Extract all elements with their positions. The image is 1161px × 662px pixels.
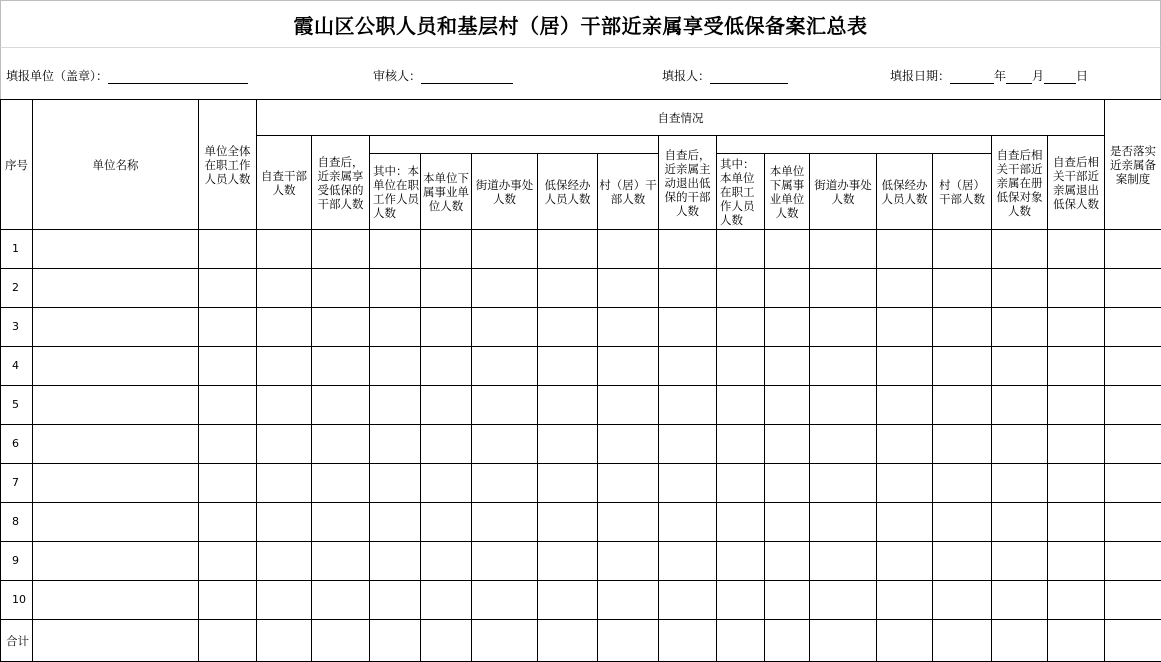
header-unit-name: 单位名称 — [33, 100, 199, 230]
table-cell[interactable] — [1048, 269, 1105, 308]
table-cell[interactable] — [421, 347, 472, 386]
row-number: 3 — [1, 308, 33, 347]
table-cell[interactable] — [933, 308, 992, 347]
table-cell[interactable] — [538, 425, 598, 464]
unit-field[interactable] — [6, 67, 248, 84]
table-cell[interactable] — [992, 503, 1048, 542]
row-number: 9 — [1, 542, 33, 581]
reviewer-label: 审核人： — [373, 69, 422, 83]
table-cell[interactable] — [472, 542, 538, 581]
table-cell[interactable] — [312, 503, 370, 542]
table-cell[interactable] — [199, 464, 257, 503]
table-cell[interactable] — [717, 464, 765, 503]
table-cell[interactable] — [765, 425, 810, 464]
table-cell[interactable] — [421, 503, 472, 542]
day-blank[interactable] — [1044, 71, 1076, 84]
table-cell[interactable] — [810, 269, 877, 308]
table-cell[interactable] — [33, 347, 199, 386]
table-cell[interactable] — [659, 503, 717, 542]
table-cell[interactable] — [765, 347, 810, 386]
table-cell[interactable] — [370, 308, 421, 347]
table-cell[interactable] — [765, 581, 810, 620]
table-cell[interactable] — [257, 347, 312, 386]
table-cell[interactable] — [810, 386, 877, 425]
table-cell[interactable] — [598, 386, 659, 425]
table-cell[interactable] — [877, 581, 933, 620]
table-cell[interactable] — [421, 386, 472, 425]
date-field[interactable] — [890, 67, 1088, 84]
table-cell[interactable] — [33, 230, 199, 269]
table-cell[interactable] — [312, 269, 370, 308]
table-cell[interactable] — [810, 503, 877, 542]
table-cell[interactable] — [992, 425, 1048, 464]
table-cell[interactable] — [810, 425, 877, 464]
reviewer-field[interactable] — [373, 67, 513, 84]
table-cell[interactable] — [257, 230, 312, 269]
table-cell[interactable] — [598, 308, 659, 347]
table-cell[interactable] — [598, 347, 659, 386]
table-cell[interactable] — [877, 464, 933, 503]
total-cell[interactable] — [33, 620, 199, 662]
table-cell[interactable] — [257, 503, 312, 542]
total-cell[interactable] — [199, 620, 257, 662]
table-cell[interactable] — [199, 347, 257, 386]
table-cell[interactable] — [1105, 230, 1161, 269]
table-cell[interactable] — [598, 230, 659, 269]
table-cell[interactable] — [810, 308, 877, 347]
header-filing-system: 是否落实近亲属备案制度 — [1105, 100, 1161, 230]
row-number: 7 — [1, 464, 33, 503]
table-cell[interactable] — [717, 269, 765, 308]
total-cell[interactable] — [765, 620, 810, 662]
table-cell[interactable] — [1048, 308, 1105, 347]
row-number: 4 — [1, 347, 33, 386]
month-blank[interactable] — [1006, 71, 1032, 84]
table-cell[interactable] — [877, 308, 933, 347]
table-row — [1, 230, 1161, 269]
filler-blank[interactable] — [710, 71, 788, 84]
table-cell[interactable] — [1048, 347, 1105, 386]
table-cell[interactable] — [257, 542, 312, 581]
table-cell[interactable] — [598, 269, 659, 308]
table-cell[interactable] — [538, 269, 598, 308]
month-label: 月 — [1032, 69, 1045, 83]
table-cell[interactable] — [765, 230, 810, 269]
table-cell[interactable] — [33, 464, 199, 503]
table-cell[interactable] — [257, 425, 312, 464]
table-cell[interactable] — [472, 464, 538, 503]
table-cell[interactable] — [1105, 464, 1161, 503]
total-cell[interactable] — [992, 620, 1048, 662]
table-cell[interactable] — [33, 386, 199, 425]
total-cell[interactable] — [370, 620, 421, 662]
table-cell[interactable] — [370, 386, 421, 425]
table-cell[interactable] — [421, 269, 472, 308]
info-row — [0, 48, 1161, 100]
table-cell[interactable] — [312, 581, 370, 620]
header-seq: 序号 — [1, 100, 33, 230]
table-cell[interactable] — [992, 269, 1048, 308]
filler-label: 填报人： — [662, 69, 711, 83]
header-subordinate-unit-1: 本单位下属事业单位人数 — [421, 154, 472, 230]
table-cell[interactable] — [370, 347, 421, 386]
total-cell[interactable] — [717, 620, 765, 662]
table-cell[interactable] — [370, 503, 421, 542]
row-number: 1 — [1, 230, 33, 269]
table-cell[interactable] — [933, 386, 992, 425]
table-cell[interactable] — [1105, 425, 1161, 464]
table-cell[interactable] — [421, 308, 472, 347]
header-registered-dibao: 自查后相关干部近亲属在册低保对象人数 — [992, 136, 1048, 230]
table-cell[interactable] — [877, 230, 933, 269]
table-cell[interactable] — [312, 542, 370, 581]
table-body — [1, 230, 1161, 620]
table-cell[interactable] — [1048, 581, 1105, 620]
table-cell[interactable] — [765, 503, 810, 542]
table-cell[interactable] — [765, 386, 810, 425]
table-cell[interactable] — [933, 464, 992, 503]
table-cell[interactable] — [659, 542, 717, 581]
table-cell[interactable] — [717, 230, 765, 269]
table-cell[interactable] — [421, 464, 472, 503]
header-self-check-cadres: 自查干部人数 — [257, 136, 312, 230]
header-after-check-enjoy: 自查后，近亲属享受低保的干部人数 — [312, 136, 370, 230]
header-among-unit-staff-2: 其中：本单位在职工作人员人数 — [717, 154, 765, 230]
table-cell[interactable] — [810, 464, 877, 503]
total-label: 合计 — [1, 620, 33, 662]
table-cell[interactable] — [472, 425, 538, 464]
table-cell[interactable] — [199, 581, 257, 620]
table-cell[interactable] — [1048, 542, 1105, 581]
table-cell[interactable] — [312, 347, 370, 386]
table-cell[interactable] — [538, 230, 598, 269]
table-cell[interactable] — [598, 464, 659, 503]
table-cell[interactable] — [992, 308, 1048, 347]
table-cell[interactable] — [659, 347, 717, 386]
date-label: 填报日期： — [890, 69, 951, 83]
total-cell[interactable] — [877, 620, 933, 662]
table-cell[interactable] — [472, 230, 538, 269]
table-cell[interactable] — [33, 425, 199, 464]
header-row-1 — [1, 100, 1161, 136]
table-cell[interactable] — [933, 581, 992, 620]
header-dibao-staff-2: 低保经办人员人数 — [877, 154, 933, 230]
table-cell[interactable] — [421, 230, 472, 269]
header-street-office-2: 街道办事处人数 — [810, 154, 877, 230]
table-cell[interactable] — [598, 425, 659, 464]
table-cell[interactable] — [370, 581, 421, 620]
table-cell[interactable] — [717, 503, 765, 542]
table-cell[interactable] — [33, 269, 199, 308]
header-village-cadres-2: 村（居）干部人数 — [933, 154, 992, 230]
table-cell[interactable] — [33, 308, 199, 347]
row-number: 6 — [1, 425, 33, 464]
table-cell[interactable] — [717, 347, 765, 386]
table-cell[interactable] — [659, 230, 717, 269]
table-cell[interactable] — [992, 464, 1048, 503]
table-cell[interactable] — [1105, 542, 1161, 581]
table-cell[interactable] — [659, 425, 717, 464]
table-cell[interactable] — [33, 503, 199, 542]
table-cell[interactable] — [472, 347, 538, 386]
table-cell[interactable] — [370, 269, 421, 308]
table-cell[interactable] — [257, 581, 312, 620]
table-cell[interactable] — [717, 386, 765, 425]
unit-label: 填报单位（盖章）： — [6, 69, 109, 83]
header-withdrawn-dibao: 自查后相关干部近亲属退出低保人数 — [1048, 136, 1105, 230]
table-cell[interactable] — [538, 464, 598, 503]
year-label: 年 — [994, 69, 1007, 83]
table-cell[interactable] — [199, 386, 257, 425]
table-cell[interactable] — [877, 503, 933, 542]
total-cell[interactable] — [472, 620, 538, 662]
header-self-check: 自查情况 — [257, 100, 1105, 136]
header-dibao-staff-1: 低保经办人员人数 — [538, 154, 598, 230]
table-cell[interactable] — [421, 425, 472, 464]
table-cell[interactable] — [33, 581, 199, 620]
table-row — [1, 425, 1161, 464]
title-row — [0, 0, 1161, 48]
table-cell[interactable] — [1105, 503, 1161, 542]
table-cell[interactable] — [933, 347, 992, 386]
table-cell[interactable] — [538, 386, 598, 425]
table-cell[interactable] — [538, 581, 598, 620]
table-cell[interactable] — [312, 230, 370, 269]
table-cell[interactable] — [199, 503, 257, 542]
row-number: 2 — [1, 269, 33, 308]
page-title: 霞山区公职人员和基层村（居）干部近亲属享受低保备案汇总表 — [293, 13, 868, 38]
table-cell[interactable] — [717, 542, 765, 581]
total-cell[interactable] — [933, 620, 992, 662]
table-cell[interactable] — [257, 464, 312, 503]
total-cell[interactable] — [421, 620, 472, 662]
table-cell[interactable] — [312, 464, 370, 503]
header-village-cadres-1: 村（居）干部人数 — [598, 154, 659, 230]
header-subordinate-unit-2: 本单位下属事业单位人数 — [765, 154, 810, 230]
table-cell[interactable] — [421, 542, 472, 581]
day-label: 日 — [1076, 69, 1089, 83]
total-cell[interactable] — [810, 620, 877, 662]
table-cell[interactable] — [717, 425, 765, 464]
unit-blank[interactable] — [108, 71, 248, 84]
table-cell[interactable] — [1048, 386, 1105, 425]
table-cell[interactable] — [1105, 308, 1161, 347]
table-cell[interactable] — [933, 542, 992, 581]
year-blank[interactable] — [950, 71, 994, 84]
table-cell[interactable] — [199, 230, 257, 269]
total-cell[interactable] — [538, 620, 598, 662]
table-cell[interactable] — [199, 269, 257, 308]
table-cell[interactable] — [1048, 503, 1105, 542]
table-cell[interactable] — [1048, 464, 1105, 503]
table-cell[interactable] — [370, 230, 421, 269]
table-cell[interactable] — [992, 347, 1048, 386]
table-cell[interactable] — [765, 542, 810, 581]
table-cell[interactable] — [717, 581, 765, 620]
table-row — [1, 503, 1161, 542]
table-cell[interactable] — [659, 464, 717, 503]
total-cell[interactable] — [312, 620, 370, 662]
table-row — [1, 386, 1161, 425]
table-cell[interactable] — [199, 542, 257, 581]
table-cell[interactable] — [538, 503, 598, 542]
table-cell[interactable] — [472, 308, 538, 347]
total-cell[interactable] — [1105, 620, 1161, 662]
total-row — [1, 620, 1161, 662]
table-cell[interactable] — [810, 581, 877, 620]
total-cell[interactable] — [598, 620, 659, 662]
table-row — [1, 347, 1161, 386]
table-cell[interactable] — [1105, 581, 1161, 620]
table-cell[interactable] — [257, 308, 312, 347]
table-cell[interactable] — [598, 503, 659, 542]
table-cell[interactable] — [472, 386, 538, 425]
table-cell[interactable] — [659, 386, 717, 425]
table-cell[interactable] — [421, 581, 472, 620]
table-cell[interactable] — [1105, 269, 1161, 308]
table-cell[interactable] — [765, 269, 810, 308]
table-cell[interactable] — [877, 425, 933, 464]
summary-table — [0, 99, 1161, 662]
header-street-office-1: 街道办事处人数 — [472, 154, 538, 230]
table-row — [1, 308, 1161, 347]
table-cell[interactable] — [877, 347, 933, 386]
table-cell[interactable] — [810, 542, 877, 581]
row-number: 10 — [1, 581, 33, 620]
table-cell[interactable] — [312, 425, 370, 464]
table-cell[interactable] — [877, 542, 933, 581]
table-row — [1, 464, 1161, 503]
table-cell[interactable] — [992, 230, 1048, 269]
row-number: 8 — [1, 503, 33, 542]
table-cell[interactable] — [538, 542, 598, 581]
table-cell[interactable] — [1105, 386, 1161, 425]
table-cell[interactable] — [199, 425, 257, 464]
header-staff-count: 单位全体在职工作人员人数 — [199, 100, 257, 230]
table-cell[interactable] — [472, 269, 538, 308]
table-cell[interactable] — [257, 386, 312, 425]
table-row — [1, 581, 1161, 620]
table-cell[interactable] — [933, 269, 992, 308]
table-cell[interactable] — [933, 425, 992, 464]
table-cell[interactable] — [765, 308, 810, 347]
table-cell[interactable] — [33, 542, 199, 581]
table-cell[interactable] — [659, 581, 717, 620]
table-cell[interactable] — [370, 464, 421, 503]
table-cell[interactable] — [370, 542, 421, 581]
table-cell[interactable] — [810, 230, 877, 269]
table-cell[interactable] — [717, 308, 765, 347]
table-cell[interactable] — [472, 581, 538, 620]
header-among-unit-staff-1: 其中：本单位在职工作人员人数 — [370, 154, 421, 230]
table-cell[interactable] — [992, 386, 1048, 425]
total-cell[interactable] — [1048, 620, 1105, 662]
header-withdraw-breakdown — [717, 136, 992, 154]
table-row — [1, 542, 1161, 581]
table-row — [1, 269, 1161, 308]
table-cell[interactable] — [992, 581, 1048, 620]
total-cell[interactable] — [257, 620, 312, 662]
table-cell[interactable] — [1048, 230, 1105, 269]
reviewer-blank[interactable] — [421, 71, 513, 84]
table-cell[interactable] — [370, 425, 421, 464]
table-cell[interactable] — [765, 464, 810, 503]
table-cell[interactable] — [312, 386, 370, 425]
table-cell[interactable] — [659, 269, 717, 308]
filler-field[interactable] — [662, 67, 788, 84]
table-cell[interactable] — [598, 542, 659, 581]
table-cell[interactable] — [877, 269, 933, 308]
row-number: 5 — [1, 386, 33, 425]
table-cell[interactable] — [538, 347, 598, 386]
table-cell[interactable] — [877, 386, 933, 425]
table-cell[interactable] — [992, 542, 1048, 581]
table-cell[interactable] — [199, 308, 257, 347]
table-cell[interactable] — [598, 581, 659, 620]
total-cell[interactable] — [659, 620, 717, 662]
table-cell[interactable] — [312, 308, 370, 347]
table-cell[interactable] — [472, 503, 538, 542]
table-cell[interactable] — [810, 347, 877, 386]
table-cell[interactable] — [538, 308, 598, 347]
table-cell[interactable] — [933, 230, 992, 269]
header-enjoy-breakdown — [370, 136, 659, 154]
table-cell[interactable] — [933, 503, 992, 542]
table-cell[interactable] — [1105, 347, 1161, 386]
table-cell[interactable] — [1048, 425, 1105, 464]
table-cell[interactable] — [257, 269, 312, 308]
header-after-check-withdraw: 自查后，近亲属主动退出低保的干部人数 — [659, 136, 717, 230]
table-cell[interactable] — [659, 308, 717, 347]
